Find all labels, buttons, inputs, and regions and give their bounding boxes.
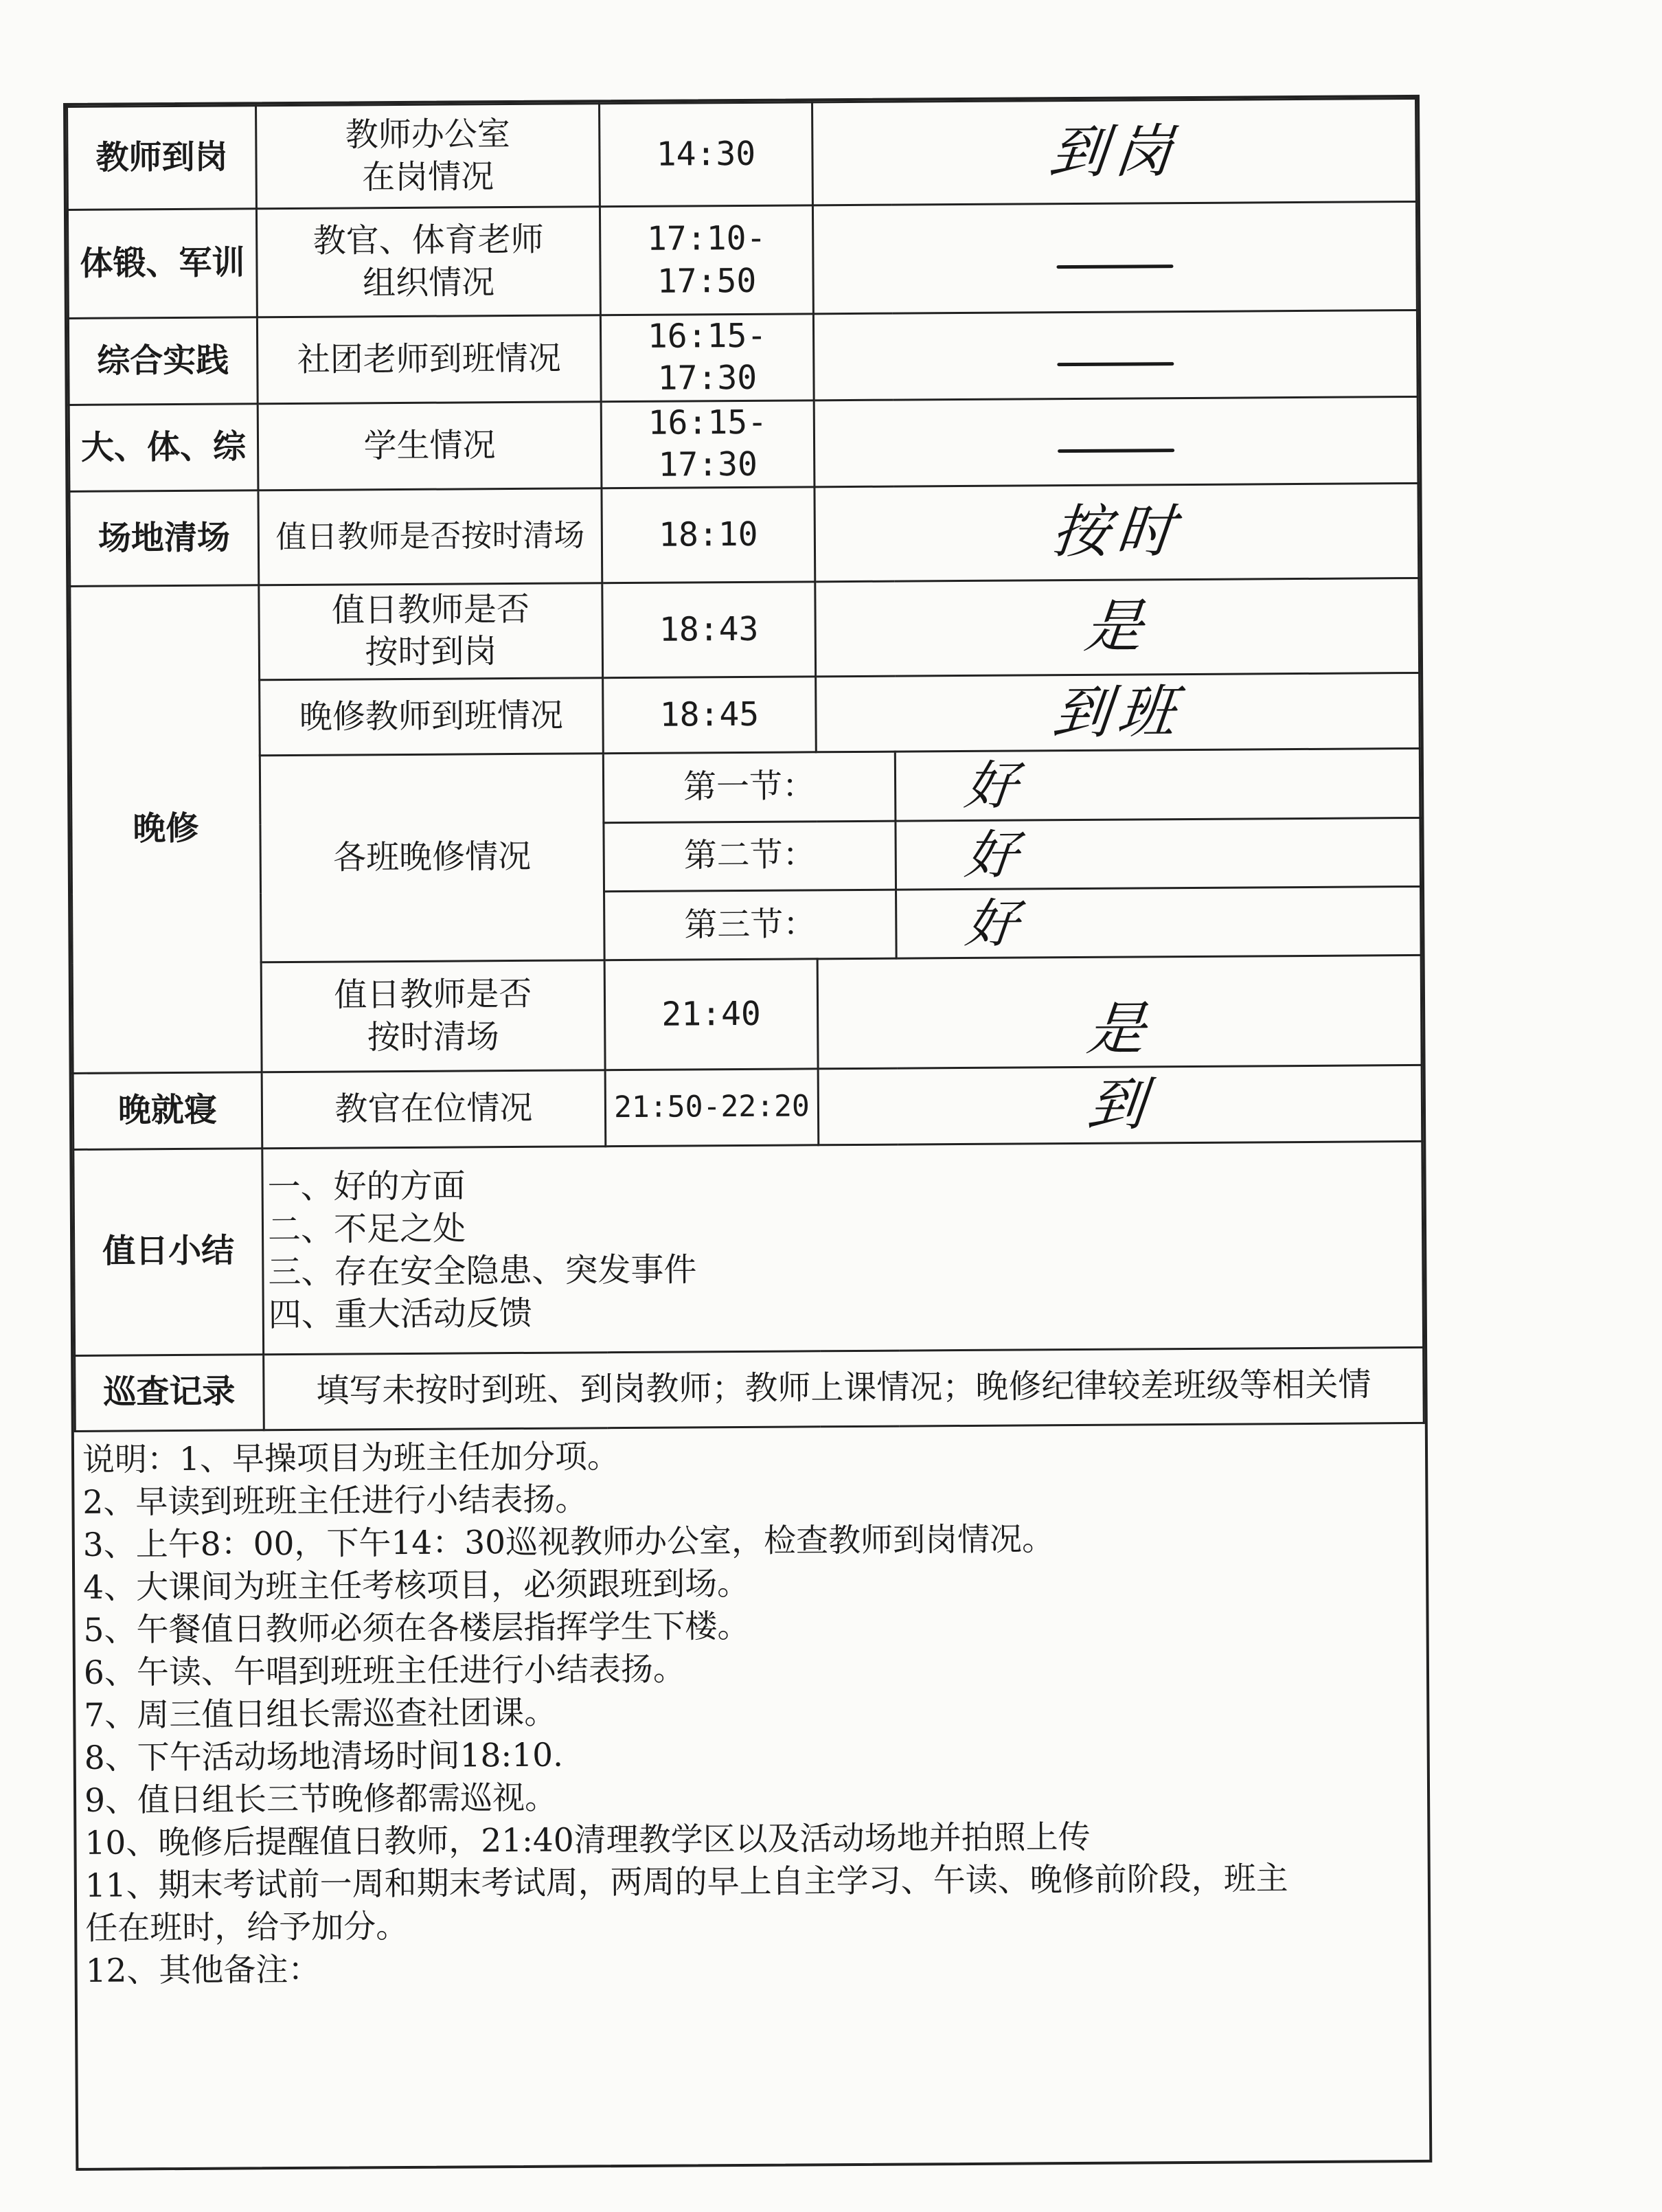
row-evening-duty-arrive bbox=[70, 578, 1420, 681]
item-line: 教官、体育老师 bbox=[312, 220, 544, 260]
summary-line: 四、重大活动反馈 bbox=[268, 1294, 532, 1335]
row-evening-duty-clear bbox=[72, 956, 1422, 1074]
patrol-instruction: 填写未按时到班、到岗教师；教师上课情况；晚修纪律较差班级等相关情 bbox=[264, 1347, 1424, 1430]
handwritten-dash bbox=[1056, 264, 1173, 269]
row-evening-teacher-arrive bbox=[71, 673, 1420, 757]
category-combined: 大、体、综 bbox=[69, 404, 258, 492]
result-cell bbox=[815, 483, 1419, 581]
note-line: 12、其他备注： bbox=[85, 1950, 321, 1990]
handwritten-dash bbox=[1058, 449, 1174, 453]
note-line: 2、早读到班班主任进行小结表扬。 bbox=[82, 1480, 588, 1522]
item-coach-organization bbox=[256, 207, 600, 317]
duty-record-sheet bbox=[63, 95, 1432, 2171]
handwritten-result: 好 bbox=[962, 892, 1028, 954]
item-student-status: 学生情况 bbox=[258, 402, 602, 490]
result-cell bbox=[813, 310, 1418, 400]
item-line: 组织情况 bbox=[362, 262, 495, 302]
category-exercise: 体锻、军训 bbox=[67, 209, 257, 319]
handwritten-dash bbox=[1057, 362, 1174, 366]
note-line: 6、午读、午唱到班班主任进行小结表扬。 bbox=[83, 1650, 686, 1692]
item-duty-arrive bbox=[259, 583, 603, 679]
category-bedtime: 晚就寝 bbox=[73, 1072, 262, 1149]
result-cell bbox=[896, 886, 1422, 958]
time-cell: 16:15-17:30 bbox=[601, 400, 815, 488]
item-class-evening: 各班晚修情况 bbox=[260, 754, 604, 962]
note-line: 任在班时，给予加分。 bbox=[85, 1907, 409, 1948]
result-cell bbox=[895, 749, 1420, 821]
handwritten-result: 按时 bbox=[1049, 497, 1185, 566]
result-cell bbox=[818, 1065, 1422, 1145]
item-line: 教师办公室 bbox=[345, 115, 510, 155]
note-line: 3、上午8：00，下午14：30巡视教师办公室，检查教师到岗情况。 bbox=[82, 1520, 1055, 1564]
item-teacher-office bbox=[256, 104, 600, 209]
session-label: 第一节： bbox=[603, 752, 896, 822]
time-cell: 18:45 bbox=[603, 677, 817, 754]
note-line: 4、大课间为班主任考核项目，必须跟班到场。 bbox=[83, 1564, 750, 1607]
duty-table bbox=[66, 98, 1425, 1432]
row-teacher-post bbox=[67, 98, 1417, 210]
note-line: 8、下午活动场地清场时间18:10. bbox=[84, 1736, 564, 1777]
result-cell bbox=[812, 98, 1417, 205]
row-summary bbox=[73, 1141, 1424, 1355]
category-patrol: 巡查记录 bbox=[75, 1354, 264, 1431]
result-cell bbox=[814, 396, 1418, 486]
item-line: 按时清场 bbox=[367, 1017, 499, 1057]
category-clearing: 场地清场 bbox=[69, 490, 259, 587]
item-line: 值日教师是否 bbox=[331, 589, 530, 630]
note-line: 10、晚修后提醒值日教师，21:40清理教学区以及活动场地并拍照上传 bbox=[84, 1818, 1091, 1862]
handwritten-result: 好 bbox=[962, 823, 1028, 885]
handwritten-result: 到岗 bbox=[1046, 117, 1183, 185]
result-cell bbox=[896, 817, 1421, 890]
session-label: 第二节： bbox=[604, 821, 896, 892]
result-cell bbox=[816, 673, 1420, 752]
time-cell: 17:10-17:50 bbox=[600, 205, 813, 315]
note-line: 9、值日组长三节晚修都需巡视。 bbox=[84, 1779, 558, 1820]
item-line: 值日教师是否 bbox=[334, 974, 532, 1015]
item-duty-clearing: 值日教师是否按时清场 bbox=[258, 488, 602, 585]
row-practice bbox=[68, 310, 1418, 405]
note-line: 5、午餐值日教师必须在各楼层指挥学生下楼。 bbox=[83, 1607, 750, 1649]
summary-content bbox=[262, 1141, 1424, 1354]
summary-line: 三、存在安全隐患、突发事件 bbox=[268, 1250, 697, 1292]
summary-line: 一、好的方面 bbox=[267, 1166, 466, 1207]
category-summary: 值日小结 bbox=[73, 1148, 264, 1355]
category-teacher-post: 教师到岗 bbox=[67, 106, 257, 210]
note-line: 说明：1、早操项目为班主任加分项。 bbox=[82, 1437, 620, 1479]
row-combined bbox=[69, 396, 1418, 491]
time-cell: 18:10 bbox=[602, 487, 815, 583]
row-patrol bbox=[75, 1347, 1424, 1431]
item-club-teacher: 社团老师到班情况 bbox=[257, 315, 601, 404]
note-line: 11、期末考试前一周和期末考试周，两周的早上自主学习、午读、晚修前阶段，班主 bbox=[84, 1859, 1288, 1905]
category-practice: 综合实践 bbox=[68, 317, 258, 405]
item-duty-clear bbox=[261, 960, 605, 1072]
item-line: 在岗情况 bbox=[361, 157, 494, 196]
time-cell: 16:15-17:30 bbox=[600, 314, 814, 402]
time-cell: 18:43 bbox=[602, 582, 816, 678]
result-cell bbox=[815, 578, 1420, 676]
item-evening-teacher: 晚修教师到班情况 bbox=[260, 677, 604, 756]
handwritten-result: 到 bbox=[1084, 1070, 1156, 1139]
result-cell bbox=[817, 956, 1422, 1069]
summary-line: 二、不足之处 bbox=[267, 1209, 466, 1250]
notes-section bbox=[74, 1424, 1428, 1993]
time-cell: 14:30 bbox=[600, 102, 813, 207]
handwritten-result: 是 bbox=[1081, 592, 1153, 661]
handwritten-result: 好 bbox=[961, 754, 1027, 817]
item-instructor-status: 教官在位情况 bbox=[262, 1070, 606, 1149]
row-session-1 bbox=[71, 749, 1420, 826]
row-bedtime bbox=[73, 1065, 1422, 1150]
note-line: 7、周三值日组长需巡查社团课。 bbox=[84, 1693, 557, 1735]
session-label: 第三节： bbox=[604, 890, 897, 960]
time-cell: 21:40 bbox=[604, 959, 818, 1070]
time-cell: 21:50-22:20 bbox=[605, 1069, 819, 1146]
handwritten-result: 是 bbox=[1084, 994, 1156, 1063]
handwritten-result: 到班 bbox=[1049, 677, 1186, 746]
item-line: 按时到岗 bbox=[365, 632, 497, 672]
category-evening-study: 晚修 bbox=[70, 585, 262, 1074]
row-clearing bbox=[69, 483, 1419, 586]
result-cell bbox=[812, 201, 1417, 313]
row-exercise bbox=[67, 201, 1417, 318]
